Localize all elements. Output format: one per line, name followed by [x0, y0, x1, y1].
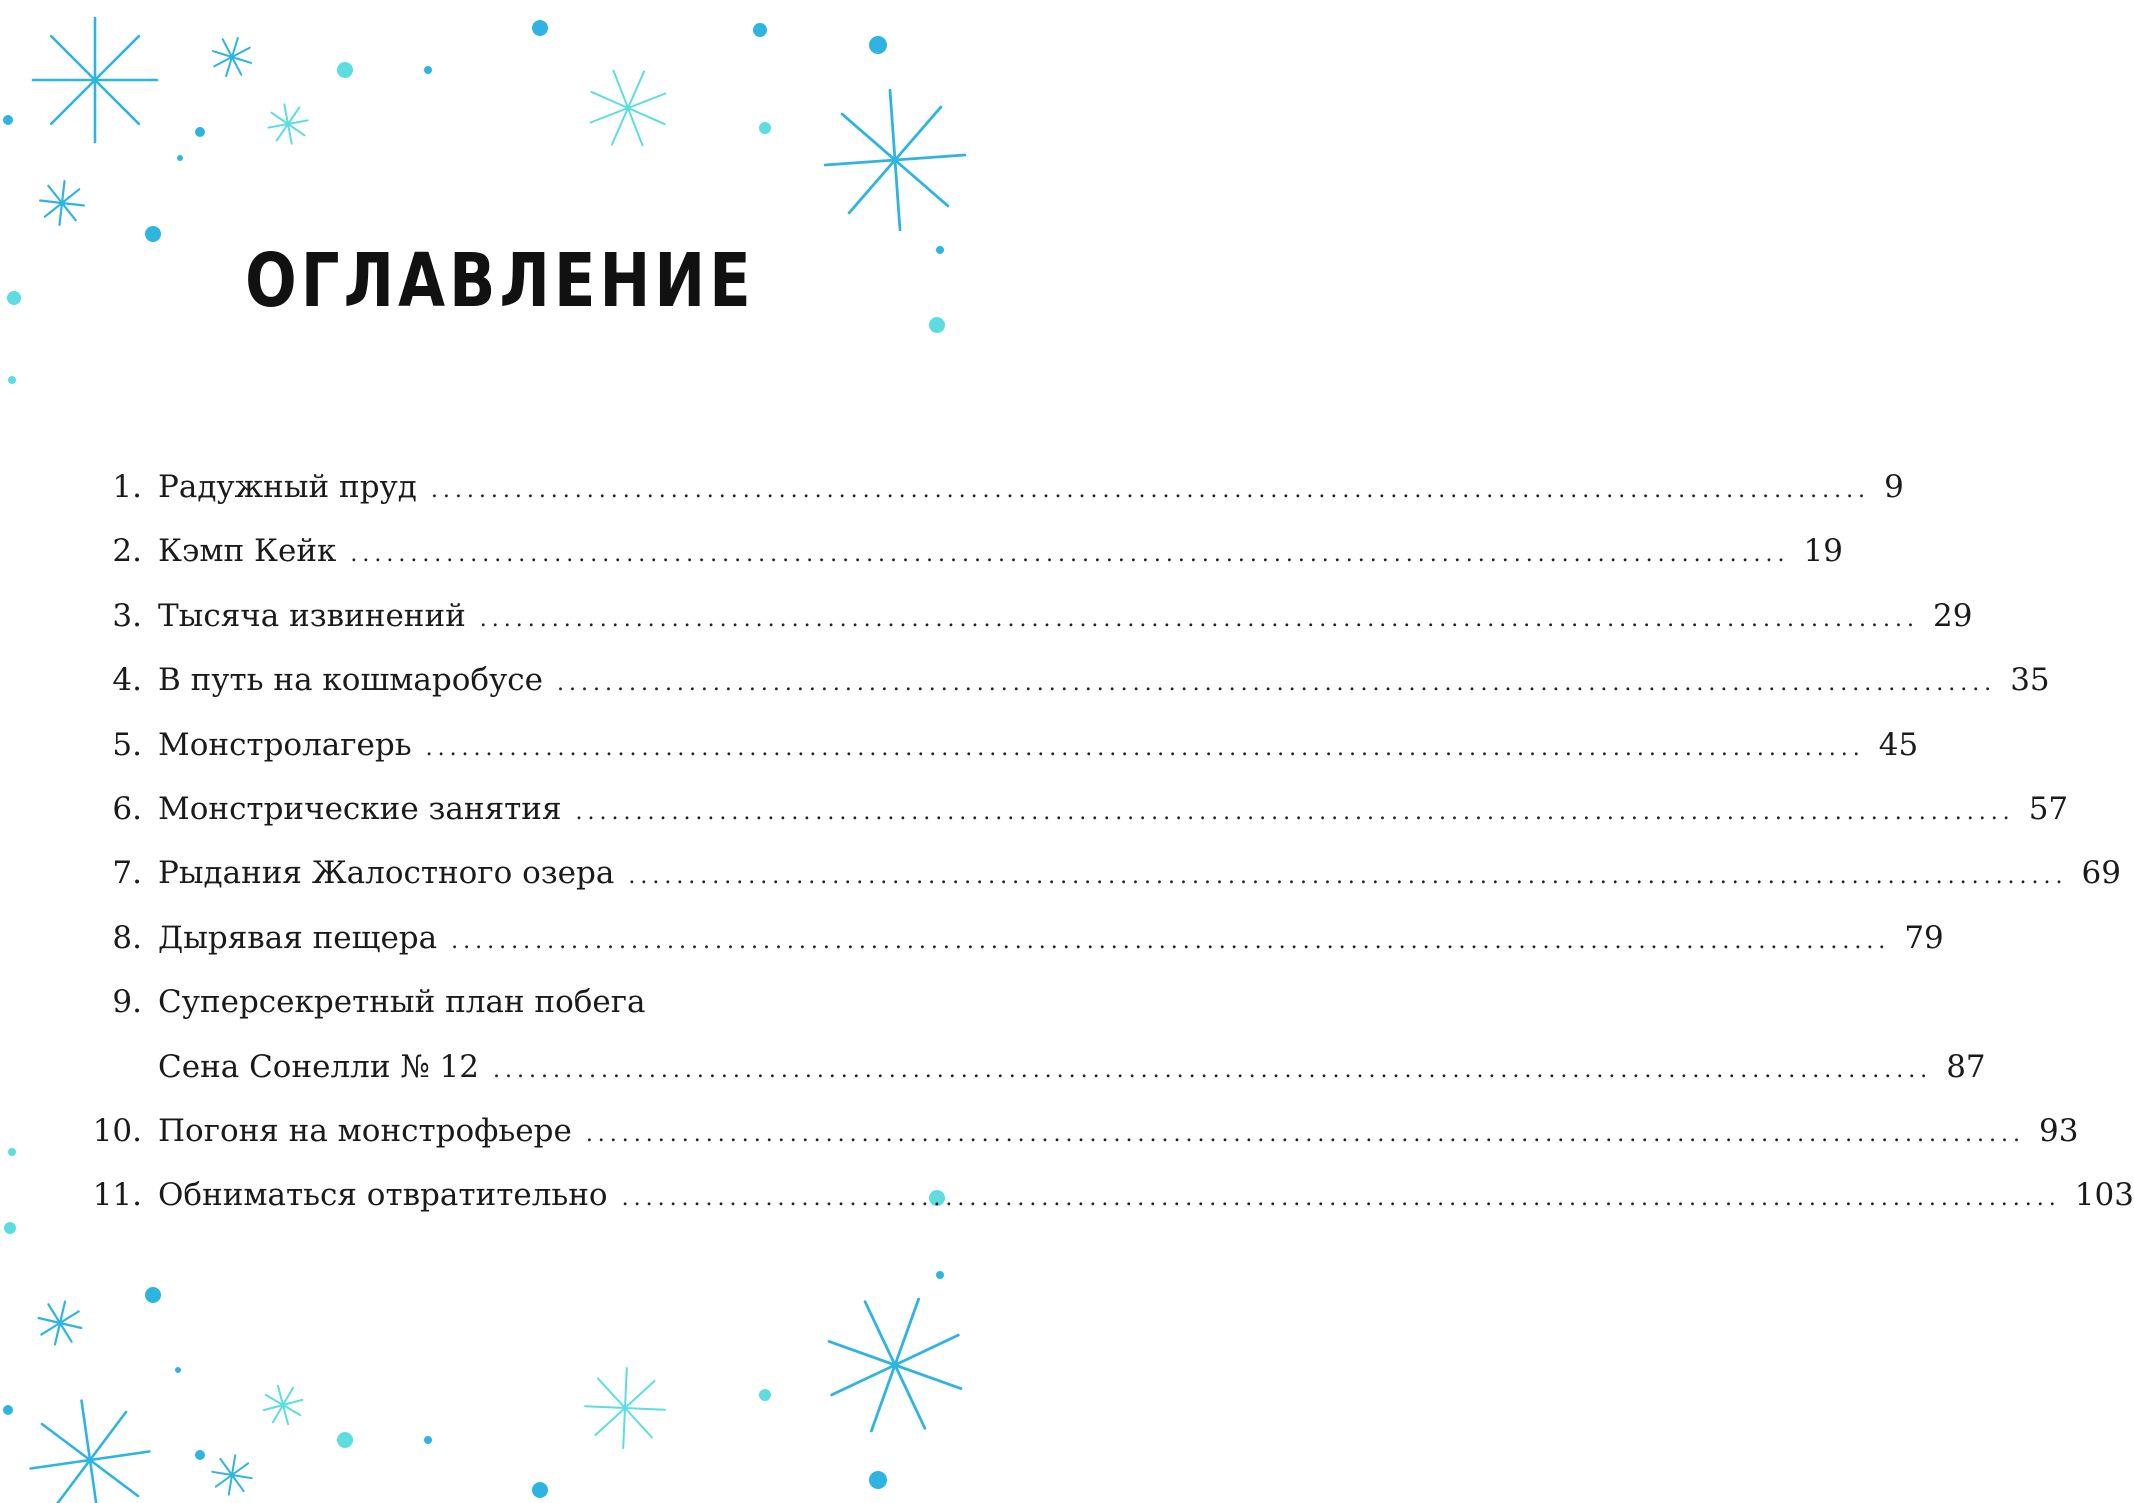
toc-entry-7 — [90, 841, 2121, 905]
snow-dot — [337, 1432, 353, 1448]
snow-dot — [532, 20, 548, 36]
chapter-number: 5. — [112, 726, 142, 763]
snowflake-icon — [31, 1401, 150, 1503]
snow-dot — [759, 122, 771, 134]
toc-entry-1 — [90, 455, 1904, 519]
snowflake-icon — [585, 1368, 665, 1448]
snowflake-icon — [212, 1455, 251, 1494]
snowflake-icon — [268, 104, 307, 143]
chapter-title: Рыдания Жалостного озера — [158, 855, 615, 892]
snow-dot — [177, 155, 183, 161]
dot-leader: ........................................................................................................................ — [425, 735, 1865, 761]
snowflake-icon — [213, 38, 251, 76]
dot-leader: ........................................................................................................................ — [575, 799, 2015, 825]
page-number: 103 — [2074, 1177, 2134, 1214]
page-number: 19 — [1803, 533, 1843, 570]
toc-entry-4 — [90, 648, 2050, 712]
snow-dot — [929, 317, 945, 333]
page-number: 69 — [2081, 855, 2121, 892]
chapter-title: В путь на кошмаробусе — [158, 662, 543, 699]
snow-dot — [175, 1367, 181, 1373]
dot-leader: ........................................................................................................................ — [557, 671, 1997, 697]
snow-dot — [532, 1482, 548, 1498]
snow-dot — [8, 376, 16, 384]
chapter-number: 10. — [92, 1112, 142, 1149]
chapter-title: Монстрические занятия — [158, 790, 562, 827]
snow-dot — [195, 127, 205, 137]
chapter-title: Обниматься отвратительно — [158, 1177, 608, 1214]
snow-dot — [195, 1450, 205, 1460]
chapter-number: 9. — [112, 984, 142, 1021]
dot-leader: ........................................................................................................................ — [493, 1057, 1933, 1083]
dot-leader: ........................................................................................................................ — [628, 864, 2068, 890]
chapter-number: 4. — [112, 662, 142, 699]
snow-dot — [869, 36, 887, 54]
dot-leader: ........................................................................................................................ — [479, 606, 1919, 632]
page-number: 45 — [1878, 726, 1919, 763]
snow-dot — [936, 1271, 944, 1279]
chapter-number: 3. — [112, 597, 142, 634]
snowflake-icon — [264, 1386, 303, 1425]
toc-entry-8 — [90, 906, 1944, 970]
snow-dot — [424, 1436, 432, 1444]
page-title: ОГЛАВЛЕНИЕ — [245, 238, 755, 324]
page-number: 79 — [1904, 919, 1944, 956]
snow-dot — [936, 246, 944, 254]
toc-entry-9-continuation — [90, 1035, 1986, 1099]
snow-dot — [8, 1148, 16, 1156]
snow-dot — [337, 62, 353, 78]
dot-leader: ........................................................................................................................ — [350, 542, 1790, 568]
snow-dot — [145, 1287, 161, 1303]
snow-dot — [7, 291, 21, 305]
dot-leader: ........................................................................................................................ — [585, 1121, 2025, 1147]
toc-entry-2 — [90, 519, 1843, 583]
snow-dot — [3, 115, 13, 125]
chapter-title: Погоня на монстрофьере — [158, 1112, 572, 1149]
toc-entry-6 — [90, 777, 2069, 841]
chapter-number: 7. — [112, 855, 142, 892]
snowflake-icon — [825, 90, 965, 230]
toc-entry-3 — [90, 584, 1973, 648]
chapter-number: 1. — [112, 469, 142, 505]
chapter-title: Дырявая пещера — [158, 919, 438, 956]
snowflake-icon — [39, 1302, 82, 1345]
chapter-number: 8. — [112, 919, 142, 956]
chapter-title: Кэмп Кейк — [158, 533, 337, 570]
chapter-number: 11. — [92, 1177, 142, 1214]
snow-dot — [424, 66, 432, 74]
snowflake-icon — [40, 181, 84, 225]
chapter-number: 2. — [112, 533, 142, 570]
page-number: 35 — [2010, 662, 2050, 699]
page-number: 87 — [1946, 1048, 1986, 1085]
dot-leader: ........................................................................................................................ — [451, 928, 1891, 954]
chapter-title: Монстролагерь — [158, 726, 412, 763]
dot-leader: ........................................................................................................................ — [621, 1186, 2061, 1212]
toc-entry-9 — [90, 970, 840, 1034]
dot-leader: ........................................................................................................................ — [430, 478, 1871, 503]
chapter-title: Тысяча извинений — [158, 597, 466, 634]
snowflake-icon — [591, 71, 666, 146]
snow-dot — [759, 1389, 771, 1401]
chapter-title: Суперсекретный план побега — [158, 984, 646, 1021]
chapter-number: 6. — [112, 790, 142, 827]
page-number: 57 — [2028, 790, 2069, 827]
chapter-title-continuation: Сена Сонелли № 12 — [158, 1048, 479, 1085]
page-number: 93 — [2039, 1112, 2079, 1149]
chapter-title: Радужный пруд — [158, 469, 417, 505]
snow-dot — [869, 1471, 887, 1489]
toc-entry-5 — [90, 713, 1919, 777]
page-number: 29 — [1932, 597, 1973, 634]
toc-entry-11 — [90, 1163, 2134, 1227]
snow-dot — [753, 23, 767, 37]
snowflake-icon — [33, 18, 157, 142]
page-number: 9 — [1884, 469, 1904, 505]
toc-entry-10 — [90, 1099, 2079, 1163]
snowflake-icon — [829, 1299, 961, 1431]
snow-dot — [3, 1405, 13, 1415]
snow-dot — [4, 1222, 16, 1234]
table-of-contents — [90, 455, 2134, 1228]
